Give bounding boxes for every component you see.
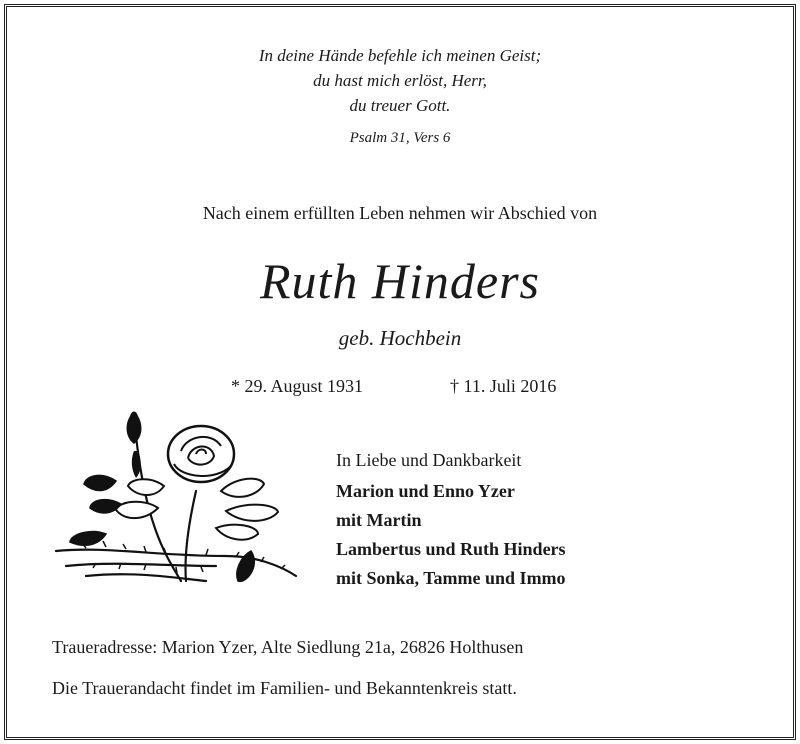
mourner-line: Marion und Enno Yzer	[336, 481, 515, 501]
mourners-block	[336, 446, 566, 593]
service-notice: Die Trauerandacht findet im Familien- und Bekanntenkreis statt.	[52, 678, 517, 698]
mourning-address: Traueradresse: Marion Yzer, Alte Siedlung 21a, 26826 Holthusen	[52, 637, 524, 657]
mourner-line: mit Martin	[336, 510, 422, 530]
verse-line-3: du treuer Gott.	[349, 96, 451, 115]
verse-line-1: In deine Hände befehle ich meinen Geist;	[258, 46, 542, 65]
mourner-line: Lambertus und Ruth Hinders	[336, 539, 566, 559]
verse-line-2: du hast mich erlöst, Herr,	[313, 71, 487, 90]
birth-date: * 29. August 1931	[231, 376, 364, 396]
mourner-line: mit Sonka, Tamme und Immo	[336, 568, 566, 588]
death-date: † 11. Juli 2016	[450, 376, 557, 396]
maiden-name: geb. Hochbein	[338, 326, 462, 350]
verse-source: Psalm 31, Vers 6	[349, 130, 451, 146]
intro-text: Nach einem erfüllten Leben nehmen wir Abschied von	[202, 203, 598, 223]
rose-icon	[46, 406, 306, 596]
mourners-heading: In Liebe und Dankbarkeit	[336, 450, 522, 470]
deceased-name: Ruth Hinders	[259, 253, 541, 309]
